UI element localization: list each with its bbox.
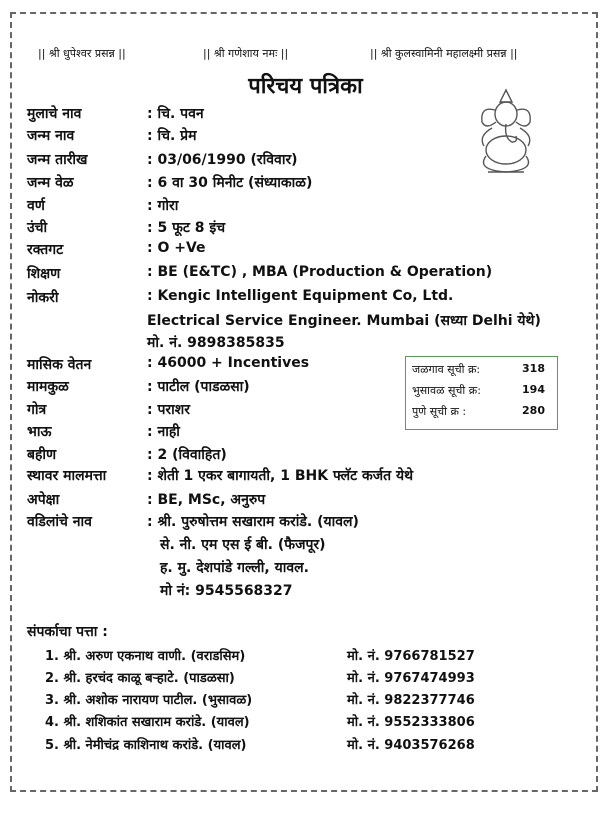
field-row — [27, 104, 204, 123]
field-row — [27, 173, 313, 192]
field-row — [27, 288, 454, 307]
field-value: : पाटील (पाडळसा) — [147, 379, 250, 395]
registry-row-bhusawal — [412, 383, 551, 404]
contact-phone: मो. नं. 9403576268 — [347, 738, 475, 753]
field-value: : चि. पवन — [147, 106, 204, 122]
field-row — [27, 240, 206, 259]
field-label: अपेक्षा — [27, 492, 60, 508]
registry-row-jalgaon — [412, 362, 551, 383]
registry-value: 318 — [522, 362, 545, 375]
father-occupation-line: से. नी. एम एस ई बी. (फैजपूर) — [160, 537, 326, 553]
invocation-dhupeshwar: || श्री धुपेश्वर प्रसन्न || — [38, 47, 126, 60]
contact-row — [45, 712, 475, 730]
ganesha-icon — [466, 86, 546, 178]
contact-row — [45, 690, 475, 708]
field-label: वर्ण — [27, 198, 45, 214]
field-label: शिक्षण — [27, 266, 61, 282]
field-label: मुलाचे नाव — [27, 106, 82, 122]
field-row — [27, 490, 266, 509]
contact-name: 4. श्री. शशिकांत सखाराम करांडे. (यावल) — [45, 715, 250, 730]
registry-row-pune — [412, 404, 551, 425]
field-value: : BE (E&TC) , MBA (Production & Operation) — [147, 264, 493, 280]
registry-box — [405, 356, 558, 430]
registry-value: 280 — [522, 404, 545, 417]
contact-phone: मो. नं. 9767474993 — [347, 671, 475, 686]
father-mobile-line: मो नं: 9545568327 — [160, 583, 293, 599]
field-value: : नाही — [147, 424, 180, 440]
field-label: भाऊ — [27, 424, 52, 440]
field-row — [27, 355, 310, 374]
field-row — [27, 445, 227, 464]
field-label: गोत्र — [27, 402, 47, 418]
field-value: : चि. प्रेम — [147, 128, 197, 144]
contact-name: 1. श्री. अरुण एकनाथ वाणी. (वराडसिम) — [45, 649, 246, 664]
registry-label: भुसावळ सूची क्र: — [412, 384, 481, 397]
field-label: उंची — [27, 220, 48, 236]
field-value: : 46000 + Incentives — [147, 355, 310, 371]
field-value: : O +Ve — [147, 240, 206, 256]
contact-phone: मो. नं. 9766781527 — [347, 649, 475, 664]
field-label: मामकुळ — [27, 379, 69, 395]
contacts-heading: संपर्काचा पत्ता : — [27, 624, 108, 640]
registry-label: जळगाव सूची क्र: — [412, 363, 481, 376]
field-row — [27, 422, 180, 441]
field-value: : गोरा — [147, 198, 179, 214]
field-row — [27, 264, 493, 283]
field-value: : शेती 1 एकर बागायती, 1 BHK फ्लॅट कर्जत येथे — [147, 468, 414, 484]
field-label: वडिलांचे नाव — [27, 514, 92, 530]
contact-name: 3. श्री. अशोक नारायण पाटील. (भुसावळ) — [45, 693, 253, 708]
field-row — [27, 512, 359, 531]
registry-label: पुणे सूची क्र : — [412, 405, 467, 418]
father-address-line: ह. मु. देशपांडे गल्ली, यावल. — [160, 560, 309, 576]
contact-name: 2. श्री. हरचंद काळू बऱ्हाटे. (पाडळसा) — [45, 671, 235, 686]
field-value: : Kengic Intelligent Equipment Co, Ltd. — [147, 288, 454, 304]
field-row — [27, 466, 414, 485]
field-value: : BE, MSc, अनुरुप — [147, 492, 266, 508]
field-row — [27, 400, 191, 419]
field-value: : श्री. पुरुषोत्तम सखाराम करांडे. (यावल) — [147, 514, 359, 530]
invocation-ganesh: || श्री गणेशाय नमः || — [203, 47, 289, 60]
field-label: स्थावर मालमत्ता — [27, 468, 107, 484]
field-row — [27, 218, 226, 237]
contact-row — [45, 668, 475, 686]
page-title: परिचय पत्रिका — [248, 74, 363, 99]
contact-phone: मो. नं. 9822377746 — [347, 693, 475, 708]
contact-row — [45, 735, 475, 753]
field-value: : पराशर — [147, 402, 191, 418]
contact-name: 5. श्री. नेमीचंद्र काशिनाथ करांडे. (यावल) — [45, 738, 247, 753]
contact-row — [45, 646, 475, 664]
contact-phone: मो. नं. 9552333806 — [347, 715, 475, 730]
field-label: जन्म नाव — [27, 128, 75, 144]
field-label: बहीण — [27, 447, 57, 463]
field-row — [27, 196, 179, 215]
field-row — [27, 150, 298, 169]
registry-value: 194 — [522, 383, 545, 396]
field-row — [27, 377, 250, 396]
field-label: जन्म वेळ — [27, 175, 74, 191]
field-label: जन्म तारीख — [27, 152, 88, 168]
invocation-mahalakshmi: || श्री कुलस्वामिनी महालक्ष्मी प्रसन्न || — [370, 47, 518, 60]
field-label: रक्तगट — [27, 242, 64, 258]
job-title-line: Electrical Service Engineer. Mumbai (सध्या Delhi येथे) — [147, 313, 541, 329]
field-value: : 2 (विवाहित) — [147, 447, 227, 463]
field-label: नोकरी — [27, 290, 59, 306]
field-value: : 03/06/1990 (रविवार) — [147, 152, 298, 168]
field-value: : 5 फूट 8 इंच — [147, 220, 226, 236]
field-row — [27, 126, 197, 145]
field-label: मासिक वेतन — [27, 357, 92, 373]
field-value: : 6 वा 30 मिनीट (संध्याकाळ) — [147, 175, 313, 191]
job-mobile-line: मो. नं. 9898385835 — [147, 335, 285, 351]
